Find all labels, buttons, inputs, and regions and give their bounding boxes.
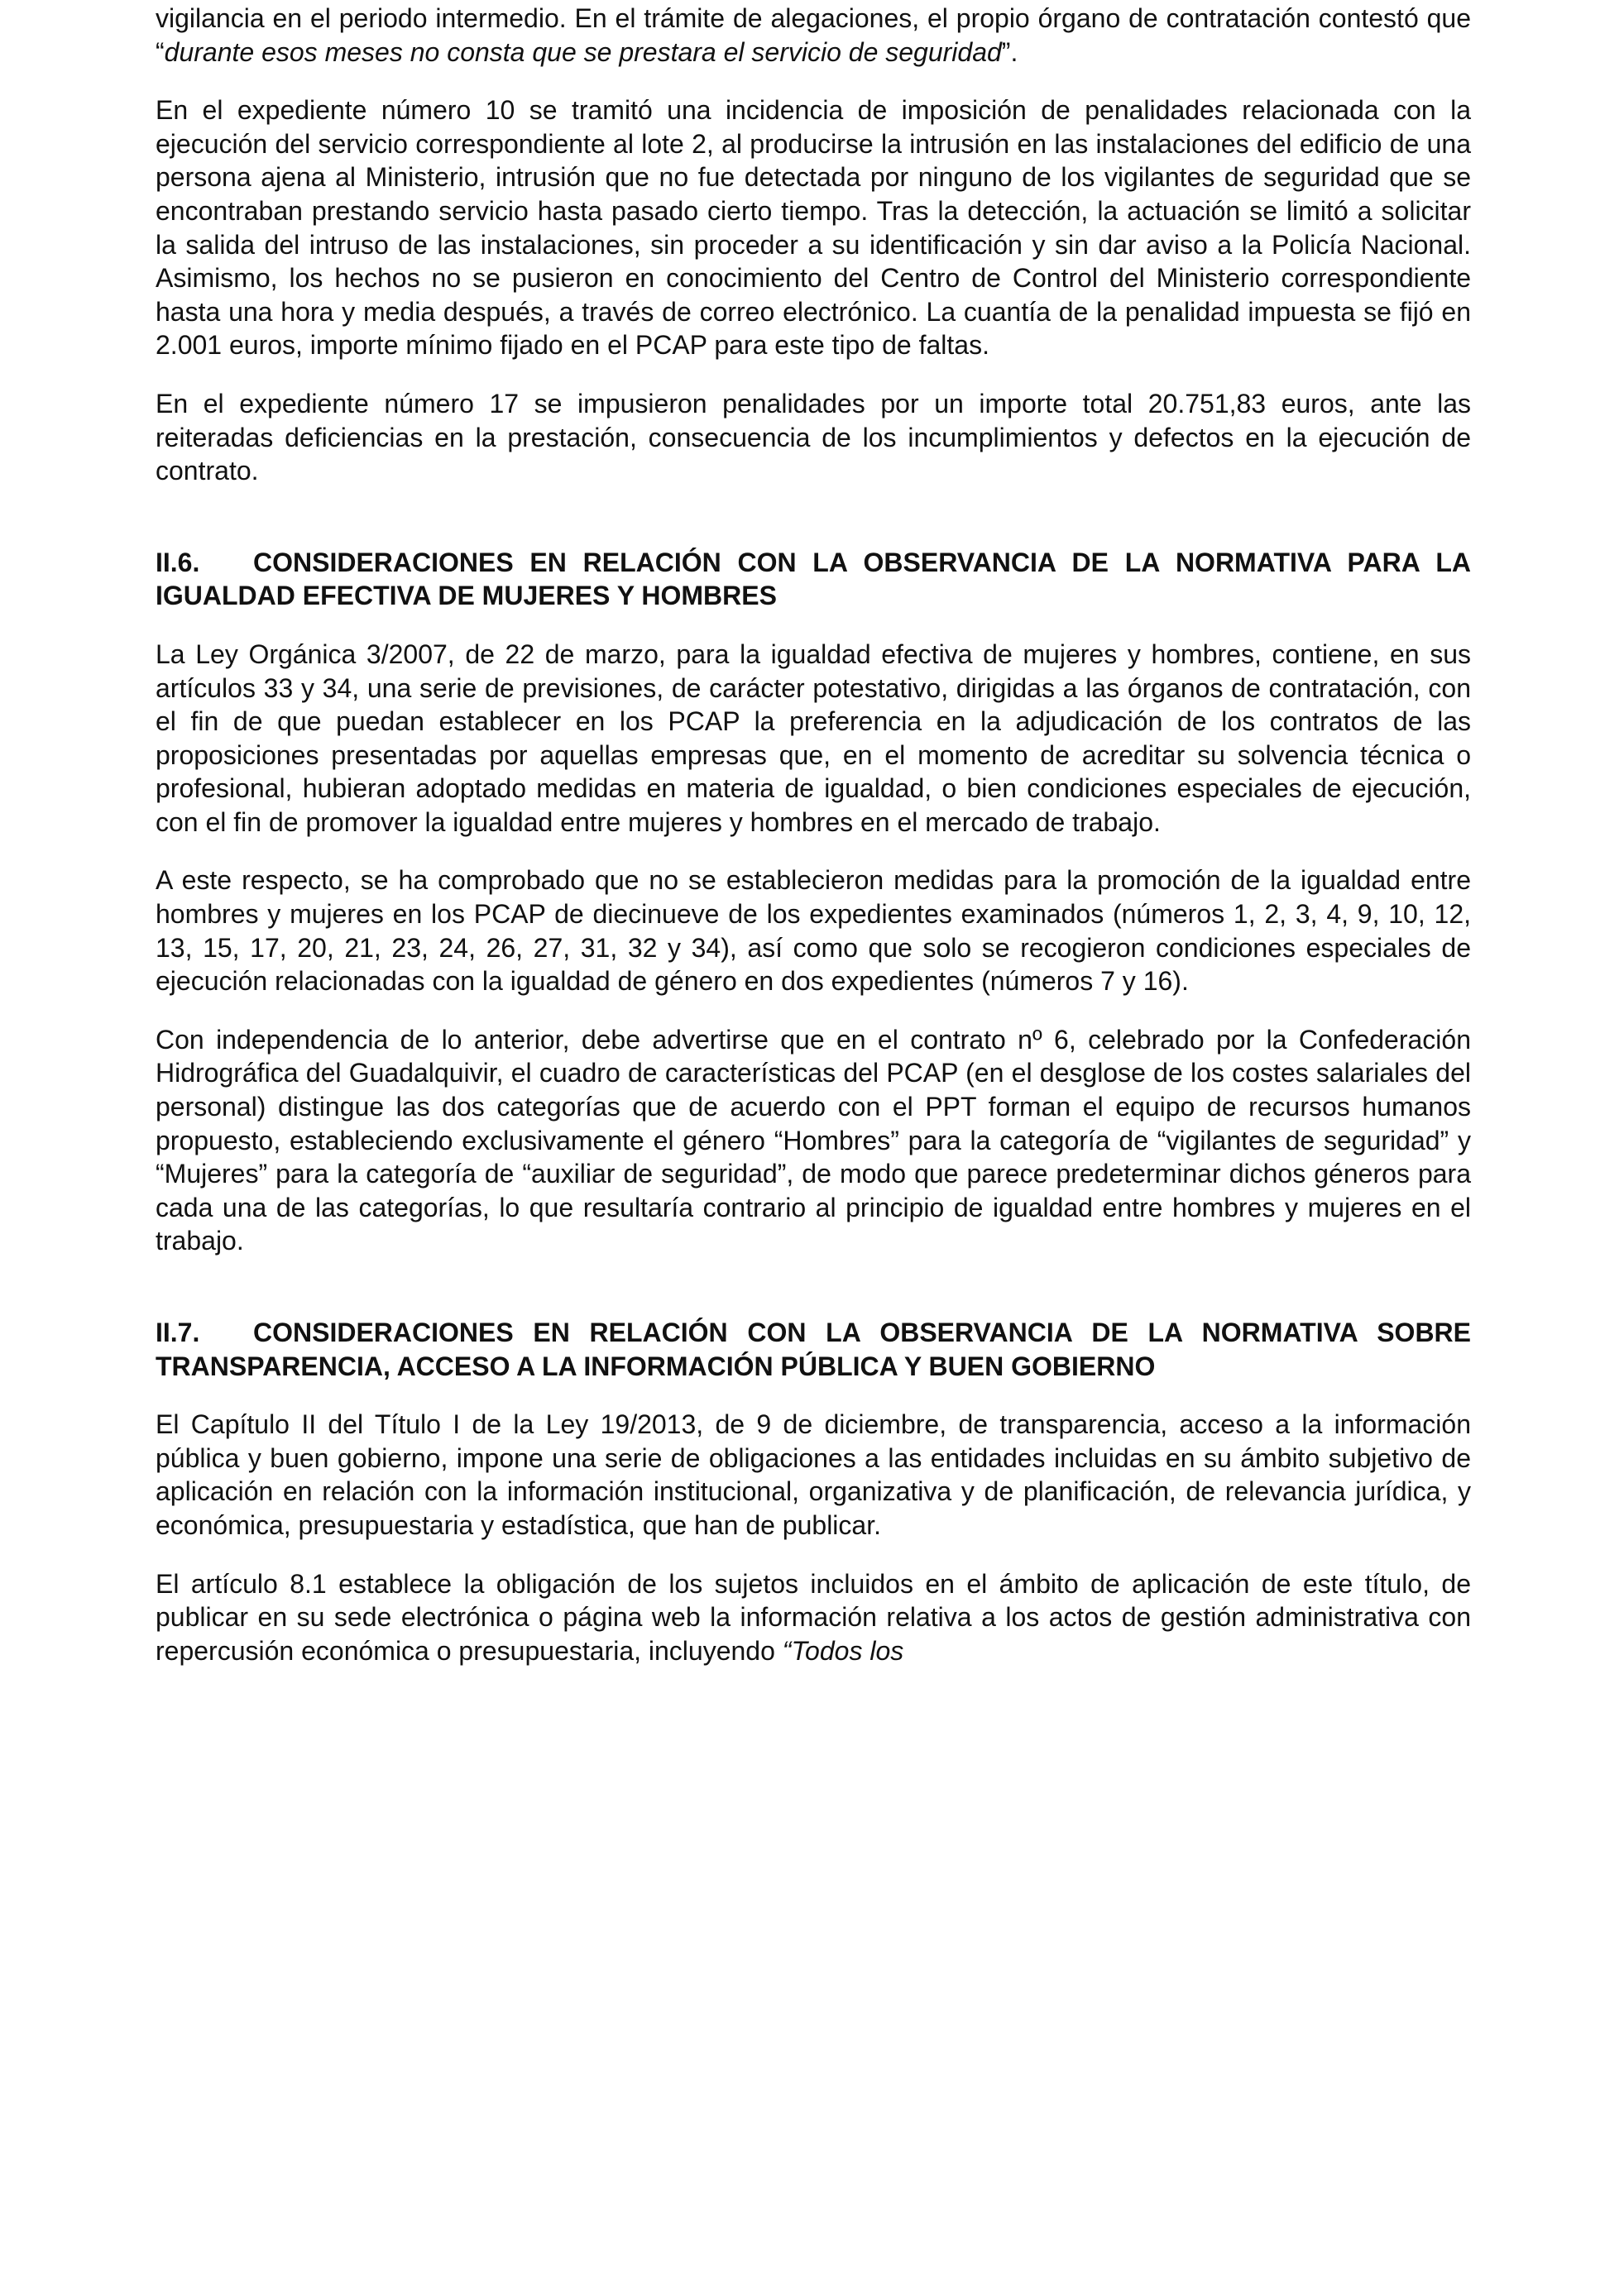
section-title: CONSIDERACIONES EN RELACIÓN CON LA OBSERVANCIA DE LA NORMATIVA PARA LA IGUALDAD EFECTIVA DE MUJERES Y HOMBRES — [156, 547, 1471, 611]
paragraph-text: El artículo 8.1 establece la obligación de los sujetos incluidos en el ámbito de aplicación de este título, de publicar en su sede electrónica o página web la información relativa a los actos de gestión administrativa con repercusión económica o presupuestaria, incluyendo — [156, 1568, 1471, 1666]
paragraph-contrato-6: Con independencia de lo anterior, debe advertirse que en el contrato nº 6, celebrado por la Confederación Hidrográfica del Guadalquivir, el cuadro de características del PCAP (en el desglose de los costes salariales del personal) distingue las dos categorías que de acuerdo con el PPT forman el equipo de recursos humanos propuesto, estableciendo exclusivamente el género “Hombres” para la categoría de “vigilantes de seguridad” y “Mujeres” para la categoría de “auxiliar de seguridad”, de modo que parece predeterminar dichos géneros para cada una de las categorías, lo que resultaría contrario al principio de igualdad entre hombres y mujeres en el trabajo. — [156, 1024, 1471, 1256]
paragraph-medidas-igualdad: A este respecto, se ha comprobado que no se establecieron medidas para la promoción de la igualdad entre hombres y mujeres en los PCAP de diecinueve de los expedientes examinados (números 1, 2, 3, 4, 9, 10, 12, 13, 15, 17, 20, 21, 23, 24, 26, 27, 31, 32 y 34), así como que solo se recogieron condiciones especiales de ejecución relacionadas con la igualdad de género en dos expedientes (números 7 y 16). — [156, 865, 1471, 997]
section-title: CONSIDERACIONES EN RELACIÓN CON LA OBSERVANCIA DE LA NORMATIVA SOBRE TRANSPARENCIA, ACCESO A LA INFORMACIÓN PÚBLICA Y BUEN GOBIERNO — [156, 1318, 1471, 1381]
paragraph-expediente-10: En el expediente número 10 se tramitó una incidencia de imposición de penalidades relacionada con la ejecución del servicio correspondiente al lote 2, al producirse la intrusión en las instalaciones del edificio de una persona ajena al Ministerio, intrusión que no fue detectada por ninguno de los vigilantes de seguridad que se encontraban prestando servicio hasta pasado cierto tiempo. Tras la detección, la actuación se limitó a solicitar la salida del intruso de las instalaciones, sin proceder a su identificación y sin dar aviso a la Policía Nacional. Asimismo, los hechos no se pusieron en conocimiento del Centro de Control del Ministerio correspondiente hasta una hora y media después, a través de correo electrónico. La cuantía de la penalidad impuesta se fijó en 2.001 euros, importe mínimo fijado en el PCAP para este tipo de faltas. — [156, 95, 1471, 361]
paragraph-capitulo-ii: El Capítulo II del Título I de la Ley 19/2013, de 9 de diciembre, de transparencia, acceso a la información pública y buen gobierno, impone una serie de obligaciones a las entidades incluidas en su ámbito subjetivo de aplicación en relación con la información institucional, organizativa y de planificación, de relevancia jurídica, y económica, presupuestaria y estadística, que han de publicar. — [156, 1409, 1471, 1540]
document-page — [156, 0, 1471, 1667]
quoted-text: durante esos meses no consta que se prestara el servicio de seguridad — [164, 36, 1002, 67]
section-heading-ii7 — [156, 1316, 1471, 1383]
section-number: II.6. — [156, 547, 200, 577]
paragraph-expediente-17: En el expediente número 17 se impusieron penalidades por un importe total 20.751,83 euros, ante las reiteradas deficiencias en la prestación, consecuencia de los incumplimientos y defectos en la ejecución de contrato. — [156, 388, 1471, 486]
paragraph-articulo-8-1 — [156, 1567, 1471, 1668]
paragraph-text: ”. — [1001, 36, 1018, 67]
paragraph-surveillance-intermediate — [156, 2, 1471, 69]
paragraph-ley-organica: La Ley Orgánica 3/2007, de 22 de marzo, para la igualdad efectiva de mujeres y hombres, contiene, en sus artículos 33 y 34, una serie de previsiones, de carácter potestativo, dirigidas a las órganos de contratación, con el fin de que puedan establecer en los PCAP la preferencia en la adjudicación de los contratos de las proposiciones presentadas por aquellas empresas que, en el momento de acreditar su solvencia técnica o profesional, hubieran adoptado medidas en materia de igualdad, o bien condiciones especiales de ejecución, con el fin de promover la igualdad entre mujeres y hombres en el mercado de trabajo. — [156, 639, 1471, 837]
section-heading-ii6 — [156, 546, 1471, 613]
paragraph-text: vigilancia en el periodo intermedio. En el trámite de alegaciones, el propio órgano de contratación contestó que “ — [156, 3, 1471, 67]
section-number: II.7. — [156, 1318, 200, 1347]
quoted-text: “Todos los — [782, 1635, 904, 1666]
